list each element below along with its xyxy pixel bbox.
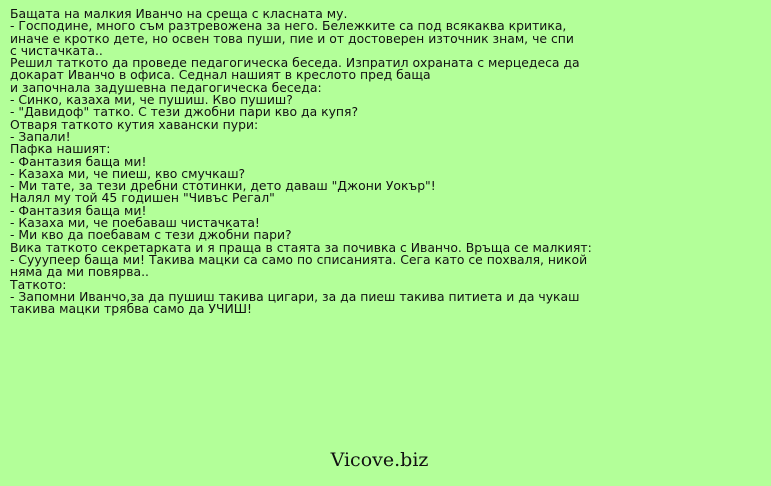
joke-line: с чистачката..: [10, 42, 103, 58]
joke-line: - Синко, казаха ми, че пушиш. Кво пушиш?: [10, 92, 293, 108]
joke-line: иначе е кротко дете, но освен това пуши, пие и от достоверен източник знам, че спи: [10, 30, 574, 46]
joke-line: Решил таткото да проведе педагогическа беседа. Изпратил охраната с мерцедеса да: [10, 55, 580, 71]
joke-line: Отваря таткото кутия хавански пури:: [10, 116, 259, 132]
joke-line: Пафка нашият:: [10, 141, 111, 157]
joke-line: - Ми кво да поебавам с тези джобни пари?: [10, 227, 292, 243]
joke-line: Вика таткото секретарката и я праща в стаята за почивка с Иванчо. Връща се малкият:: [10, 239, 592, 255]
joke-line: - Казаха ми, че поебаваш чистачката!: [10, 215, 260, 231]
joke-line: - Фантазия баща ми!: [10, 202, 147, 218]
joke-line: Бащата на малкия Иванчо на среща с класната му.: [10, 6, 348, 21]
joke-line: - Запомни Иванчо,за да пушиш такива цигари, за да пиеш такива питиета и да чукаш: [10, 288, 580, 304]
joke-line: - "Давидоф" татко. С тези джобни пари кво да купя?: [10, 104, 359, 120]
joke-line: и започнала задушевна педагогическа беседа:: [10, 79, 322, 95]
joke-line: такива мацки трябва само да УЧИШ!: [10, 301, 252, 317]
joke-line: - Казаха ми, че пиеш, кво смучкаш?: [10, 165, 246, 181]
site-watermark: Vicove.biz: [330, 449, 429, 471]
joke-line: няма да ми повярва..: [10, 264, 149, 280]
joke-line: - Господине, много съм разтревожена за него. Бележките са под всякаква критика,: [10, 18, 567, 34]
joke-line: Налял му той 45 годишен "Чивъс Регал": [10, 190, 275, 206]
joke-text: [10, 8, 762, 315]
joke-line: - Запали!: [10, 128, 71, 144]
joke-line: - Ми тате, за тези дребни стотинки, дето даваш "Джони Уокър"!: [10, 178, 436, 194]
joke-line: Таткото:: [10, 276, 67, 292]
joke-line: - Сууупеер баща ми! Такива мацки са само по списанията. Сега като се похваля, никой: [10, 251, 588, 267]
joke-line: докарат Иванчо в офиса. Седнал нашият в креслото пред баща: [10, 67, 431, 83]
joke-line: - Фантазия баща ми!: [10, 153, 147, 169]
